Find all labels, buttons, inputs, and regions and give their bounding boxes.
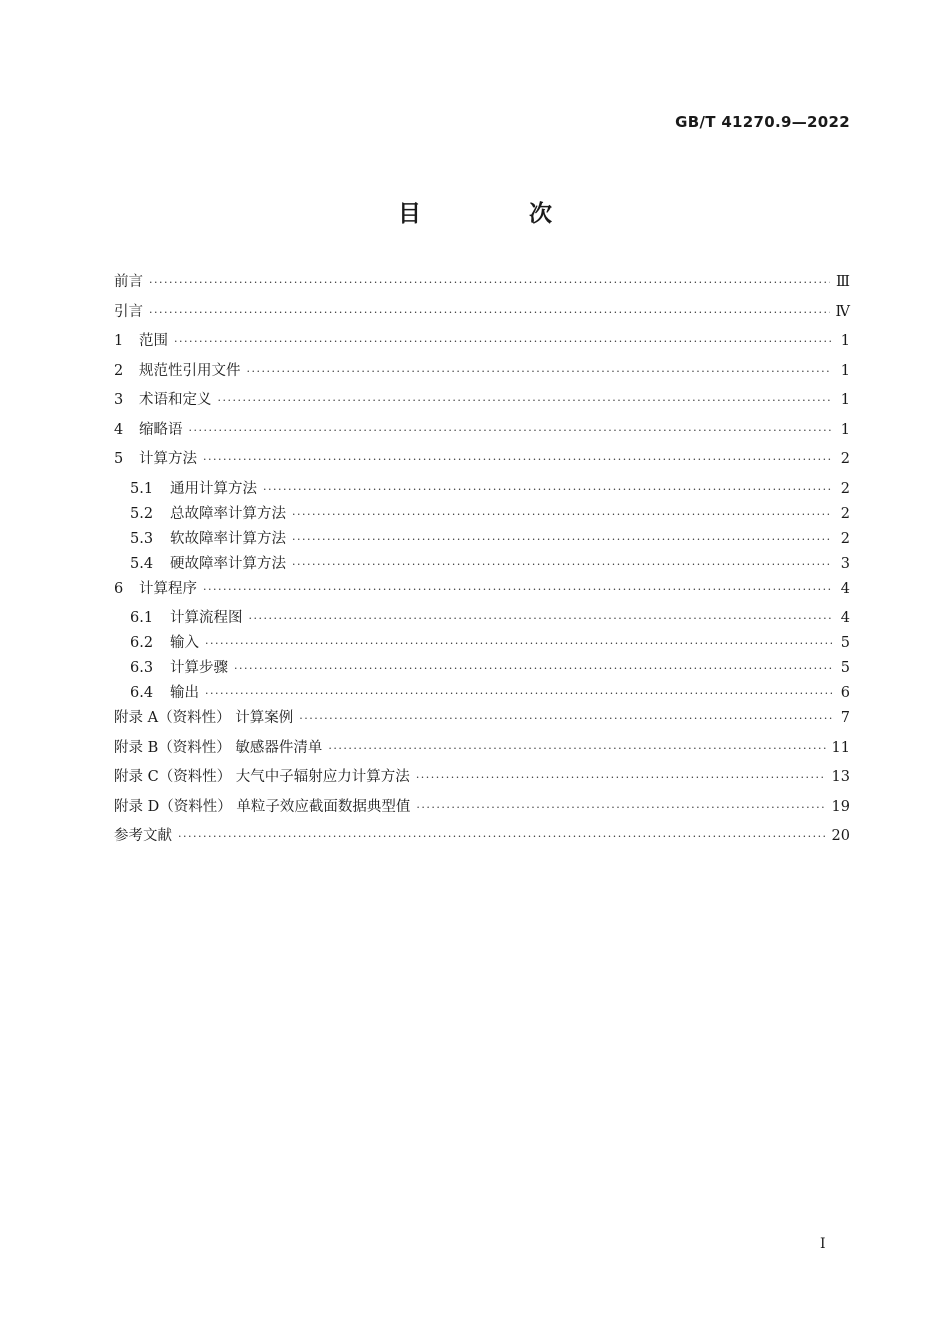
- toc-entry-label: 通用计算方法: [170, 480, 257, 497]
- toc-entry[interactable]: [114, 738, 850, 768]
- toc-entry-page: 1: [840, 392, 850, 408]
- toc-entry-number: 6.2: [130, 635, 154, 651]
- toc-entry-number: 5.1: [130, 480, 154, 497]
- toc-entry-label: 参考文献: [114, 828, 172, 844]
- toc-entry-page: 3: [840, 555, 850, 572]
- toc-entry-page: 2: [840, 505, 850, 522]
- dot-leader: [416, 798, 825, 818]
- dot-leader: [203, 450, 832, 470]
- toc-entry-page: Ⅲ: [836, 274, 850, 290]
- toc-entry-number: 3: [114, 392, 124, 408]
- table-of-contents: [114, 272, 850, 856]
- toc-entry-number: 1: [114, 333, 124, 349]
- toc-entry-label: 计算流程图: [170, 610, 243, 626]
- dot-leader: [328, 739, 825, 759]
- toc-entry[interactable]: [114, 579, 850, 609]
- toc-entry-page: 6: [840, 685, 850, 701]
- toc-entry-label: 附录 A（资料性） 计算案例: [114, 710, 294, 726]
- dot-leader: [205, 684, 832, 704]
- toc-entry-page: 19: [831, 798, 850, 815]
- toc-entry[interactable]: [114, 767, 850, 797]
- toc-entry[interactable]: [114, 272, 850, 302]
- toc-entry-page: 7: [840, 710, 850, 726]
- toc-entry-label: 软故障率计算方法: [170, 530, 286, 547]
- toc-entry-number: 6.4: [130, 685, 154, 701]
- dot-leader: [299, 709, 832, 729]
- toc-entry-number: 6: [114, 580, 124, 597]
- dot-leader: [292, 555, 832, 575]
- dot-leader: [247, 362, 833, 382]
- toc-entry-number: 5: [114, 451, 124, 467]
- toc-entry-label: 总故障率计算方法: [170, 505, 286, 522]
- toc-entry[interactable]: [114, 420, 850, 450]
- toc-entry-number: 4: [114, 421, 124, 438]
- toc-entry[interactable]: [114, 449, 850, 479]
- toc-entry-page: 1: [840, 333, 850, 349]
- dot-leader: [149, 303, 830, 323]
- dot-leader: [249, 609, 833, 629]
- dot-leader: [218, 391, 833, 411]
- dot-leader: [263, 480, 832, 500]
- dot-leader: [189, 421, 833, 441]
- toc-entry[interactable]: [114, 504, 850, 529]
- standard-number: GB/T 41270.9—2022: [675, 113, 850, 131]
- toc-entry-label: 硬故障率计算方法: [170, 555, 286, 572]
- toc-entry-label: 前言: [114, 274, 143, 290]
- toc-entry-label: 附录 D（资料性） 单粒子效应截面数据典型值: [114, 798, 411, 815]
- toc-entry-page: Ⅳ: [835, 303, 850, 320]
- toc-entry[interactable]: [114, 658, 850, 683]
- toc-entry-number: 2: [114, 362, 124, 379]
- toc-entry-page: 1: [840, 421, 850, 438]
- toc-entry[interactable]: [114, 683, 850, 708]
- toc-entry[interactable]: [114, 633, 850, 658]
- toc-entry[interactable]: [114, 361, 850, 391]
- dot-leader: [174, 332, 832, 352]
- dot-leader: [178, 827, 826, 847]
- toc-entry-label: 规范性引用文件: [139, 362, 241, 379]
- toc-entry-page: 2: [840, 451, 850, 467]
- toc-entry[interactable]: [114, 529, 850, 554]
- toc-entry-page: 13: [831, 769, 850, 785]
- toc-entry-number: 6.1: [130, 610, 154, 626]
- toc-entry-label: 附录 B（资料性） 敏感器件清单: [114, 739, 323, 756]
- toc-entry-label: 范围: [139, 333, 168, 349]
- toc-entry-number: 5.4: [130, 555, 154, 572]
- toc-entry-label: 输出: [170, 685, 199, 701]
- toc-entry-page: 5: [840, 660, 850, 676]
- toc-entry-number: 5.2: [130, 505, 154, 522]
- toc-entry-page: 2: [840, 530, 850, 547]
- dot-leader: [205, 634, 832, 654]
- toc-entry-page: 5: [840, 635, 850, 651]
- page-title: 目 次: [397, 201, 602, 227]
- toc-entry-label: 计算程序: [139, 580, 197, 597]
- toc-entry[interactable]: [114, 390, 850, 420]
- dot-leader: [292, 505, 832, 525]
- toc-entry-page: 20: [831, 828, 850, 844]
- toc-entry-page: 4: [840, 580, 850, 597]
- toc-entry[interactable]: [114, 479, 850, 504]
- dot-leader: [203, 580, 832, 600]
- toc-entry-label: 引言: [114, 303, 143, 320]
- toc-entry-label: 计算方法: [139, 451, 197, 467]
- toc-entry[interactable]: [114, 302, 850, 332]
- dot-leader: [416, 768, 826, 788]
- toc-entry[interactable]: [114, 331, 850, 361]
- dot-leader: [149, 273, 830, 293]
- toc-entry-label: 输入: [170, 635, 199, 651]
- toc-entry-label: 缩略语: [139, 421, 183, 438]
- toc-entry-label: 附录 C（资料性） 大气中子辐射应力计算方法: [114, 769, 410, 785]
- dot-leader: [234, 659, 832, 679]
- toc-entry-page: 1: [840, 362, 850, 379]
- toc-entry[interactable]: [114, 608, 850, 633]
- toc-entry-label: 计算步骤: [170, 660, 228, 676]
- page-number: I: [820, 1236, 826, 1252]
- toc-entry-page: 4: [840, 610, 850, 626]
- toc-entry[interactable]: [114, 708, 850, 738]
- toc-entry-page: 2: [840, 480, 850, 497]
- toc-entry-number: 5.3: [130, 530, 154, 547]
- toc-entry-number: 6.3: [130, 660, 154, 676]
- toc-entry[interactable]: [114, 826, 850, 856]
- toc-entry-page: 11: [831, 739, 850, 756]
- dot-leader: [292, 530, 832, 550]
- toc-entry[interactable]: [114, 554, 850, 579]
- toc-entry[interactable]: [114, 797, 850, 827]
- toc-entry-label: 术语和定义: [139, 392, 212, 408]
